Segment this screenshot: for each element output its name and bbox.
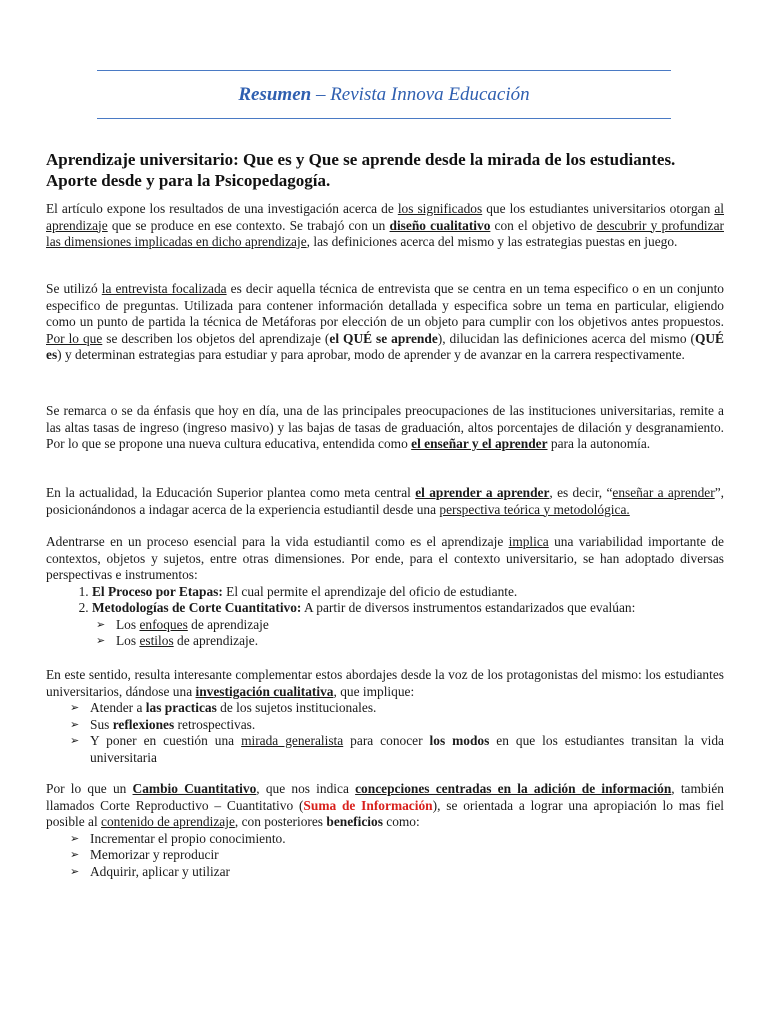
paragraph-6: En este sentido, resulta interesante complementar estos abordajes desde la voz de los protagonistas del mismo: los estudiantes universitarios, dándose una investigación cualitativa, que implique: ➢ Atender a las practicas de los sujetos institucionales. ➢ Sus reflexiones retrospectivas. ➢ Y poner en cuestión una mirada generalista para conocer los modos en que los estudiantes transitan la vida universitaria <box>46 667 724 766</box>
article-title: Aprendizaje universitario: Que es y Que se aprende desde la mirada de los estudiantes. Aporte desde y para la Psicopedagogía. <box>46 150 676 190</box>
paragraph-1: El artículo expone los resultados de una investigación acerca de los significados que los estudiantes universitarios otorgan al aprendizaje que se produce en ese contexto. Se trabajó con un diseño cualitativo con el objetivo de descubrir y profundizar las dimensiones implicadas en dicho aprendizaje, las definiciones acerca del mismo y las estrategias puestas en juego. <box>46 201 725 249</box>
list-item: 2. Metodologías de Corte Cuantitativo: A partir de diversos instrumentos estandarizados que evalúan: <box>92 600 724 617</box>
list-item: ➢ Atender a las practicas de los sujetos institucionales. <box>90 700 724 717</box>
list-item: ➢ Los estilos de aprendizaje. <box>116 633 724 650</box>
paragraph-5: Adentrarse en un proceso esencial para la vida estudiantil como es el aprendizaje implica una variabilidad importante de contextos, objetos y sujetos, entre otras dimensiones. Por ende, para el contexto universitario, se han adoptado diversas perspectivas e instrumentos: 1. El Proceso por Etapas: El cual permite el aprendizaje del oficio de estudiante. 2. Metodologías de Corte Cuantitativo: A partir de diversos instrumentos estandarizados que evalúan: ➢ Los enfoques de aprendizaje ➢ Los estilos de aprendizaje. <box>46 534 724 650</box>
bullet-list-2 <box>46 831 724 881</box>
header-title: Resumen – Revista Innova Educación <box>238 84 530 105</box>
list-item: 1. El Proceso por Etapas: El cual permite el aprendizaje del oficio de estudiante. <box>92 584 724 601</box>
list-item: ➢ Adquirir, aplicar y utilizar <box>90 864 724 881</box>
paragraph-2: Se utilizó la entrevista focalizada es decir aquella técnica de entrevista que se centra en un tema especifico o en un conjunto especifico de preguntas. Utilizada para contener información detallada y especifica sobre un tema en particular, eligiendo como un punto de partida la técnica de Metáforas por elección de un objeto para cumplir con los objetivos antes propuestos. Por lo que se describen los objetos del aprendizaje (el QUÉ se aprende), dilucidan las definiciones acerca del mismo (QUÉ es) y determinan estrategias para estudiar y para aprobar, modo de aprender y de avanzar en la carrera respectivamente. <box>46 281 724 362</box>
sub-list <box>46 617 724 650</box>
paragraph-4: En la actualidad, la Educación Superior plantea como meta central el aprender a aprender, es decir, “enseñar a aprender”, posicionándonos a indagar acerca de la experiencia estudiantil desde una perspectiva teórica y metodológica. <box>46 485 724 517</box>
paragraph-3: Se remarca o se da énfasis que hoy en día, una de las principales preocupaciones de las instituciones universitarias, remite a las altas tasas de ingreso (ingreso masivo) y las bajas de tasas de graduación, altos porcentajes de dilación y desgranamiento. Por lo que se propone una nueva cultura educativa, entendida como el enseñar y el aprender para la autonomía. <box>46 403 724 451</box>
list-item: ➢ Sus reflexiones retrospectivas. <box>90 717 724 734</box>
header-rule-bottom <box>97 118 671 119</box>
list-item: ➢ Memorizar y reproducir <box>90 847 724 864</box>
bullet-list-1 <box>46 700 724 766</box>
list-item: ➢ Los enfoques de aprendizaje <box>116 617 724 634</box>
ordered-list <box>46 584 724 617</box>
paragraph-7: Por lo que un Cambio Cuantitativo, que nos indica concepciones centradas en la adición de información, también llamados Corte Reproductivo – Cuantitativo (Suma de Información), se orientada a lograr una apropiación lo mas fiel posible al contenido de aprendizaje, con posteriores beneficios como: ➢ Incrementar el propio conocimiento. ➢ Memorizar y reproducir ➢ Adquirir, aplicar y utilizar <box>46 781 724 880</box>
list-item: ➢ Y poner en cuestión una mirada generalista para conocer los modos en que los estudiantes transitan la vida universitaria <box>90 733 724 766</box>
list-item: ➢ Incrementar el propio conocimiento. <box>90 831 724 848</box>
header-rule-top <box>97 70 671 71</box>
